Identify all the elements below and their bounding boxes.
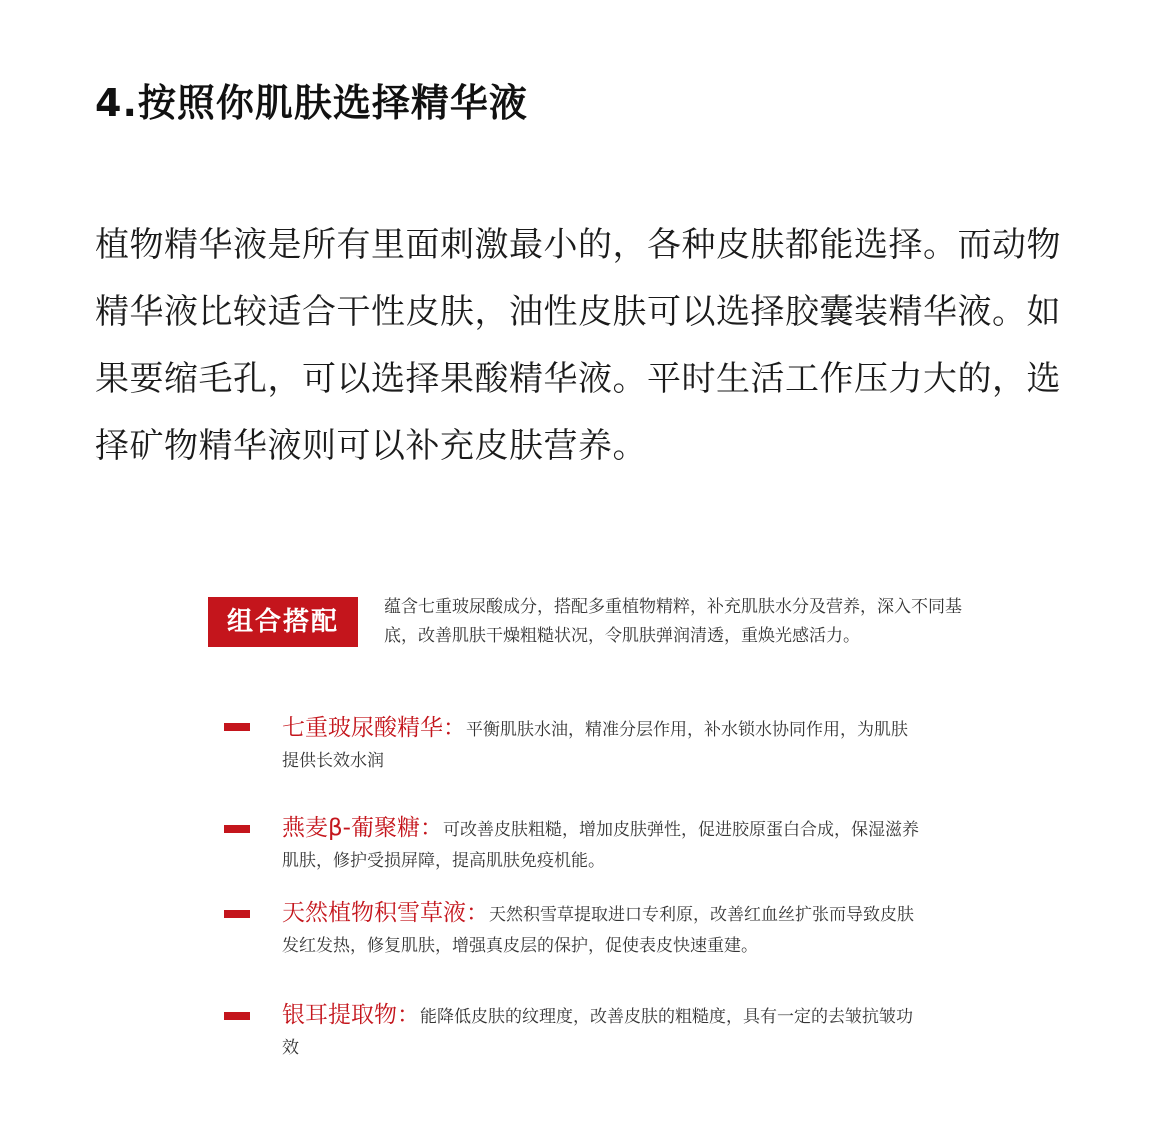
combination-badge: 组合搭配 bbox=[208, 597, 358, 647]
ingredient-name: 天然植物积雪草液： bbox=[282, 900, 489, 926]
bullet-dash-icon bbox=[224, 723, 250, 731]
card-description: 蕴含七重玻尿酸成分，搭配多重植物精粹，补充肌肤水分及营养，深入不同基底，改善肌肤干燥粗糙状况，令肌肤弹润清透，重焕光感活力。 bbox=[384, 597, 962, 646]
product-info-card bbox=[200, 585, 970, 1075]
ingredient-text bbox=[282, 813, 922, 877]
ingredient-description: 天然积雪草提取进口专利原，改善红血丝扩张而导致皮肤发红发热，修复肌肤，增强真皮层的保护，促使表皮快速重建。 bbox=[282, 905, 914, 956]
ingredient-name: 七重玻尿酸精华： bbox=[282, 715, 466, 741]
ingredient-description: 平衡肌肤水油，精准分层作用，补水锁水协同作用，为肌肤提供长效水润 bbox=[282, 720, 908, 771]
ingredient-description: 能降低皮肤的纹理度，改善皮肤的粗糙度，具有一定的去皱抗皱功效 bbox=[282, 1007, 913, 1058]
ingredient-name: 燕麦β-葡聚糖： bbox=[282, 815, 443, 841]
intro-paragraph: 植物精华液是所有里面刺激最小的，各种皮肤都能选择。而动物精华液比较适合干性皮肤，油性皮肤可以选择胶囊装精华液。如果要缩毛孔，可以选择果酸精华液。平时生活工作压力大的，选择矿物精华液则可以补充皮肤营养。 bbox=[95, 225, 1061, 466]
bullet-dash-icon bbox=[224, 1012, 250, 1020]
section-heading: 4.按照你肌肤选择精华液 bbox=[95, 81, 528, 125]
bullet-dash-icon bbox=[224, 910, 250, 918]
ingredient-text bbox=[282, 713, 922, 777]
ingredient-text bbox=[282, 898, 922, 962]
ingredient-description: 可改善皮肤粗糙，增加皮肤弹性，促进胶原蛋白合成，保湿滋养肌肤，修护受损屏障，提高肌肤免疫机能。 bbox=[282, 820, 919, 871]
bullet-dash-icon bbox=[224, 825, 250, 833]
ingredient-name: 银耳提取物： bbox=[282, 1002, 420, 1028]
ingredient-text bbox=[282, 1000, 922, 1064]
